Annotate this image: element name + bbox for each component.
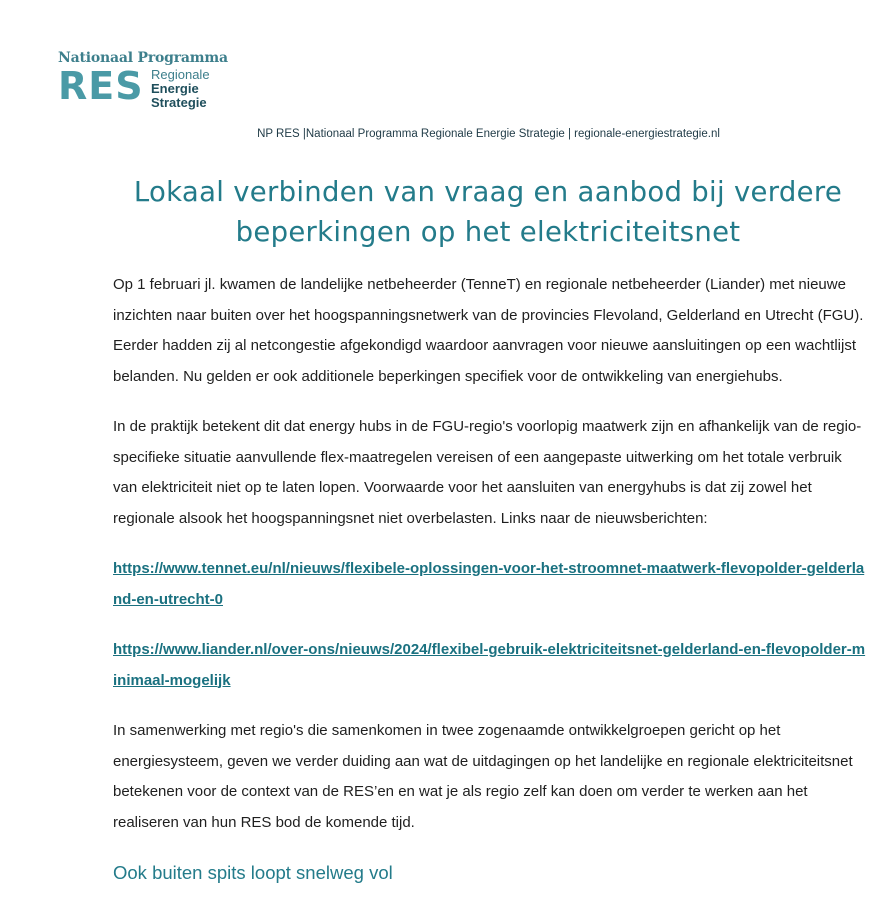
logo-res-letters: RES bbox=[58, 64, 144, 108]
document-header: NP RES |Nationaal Programma Regionale Energie Strategie | regionale-energiestrategie.nl bbox=[257, 128, 720, 140]
logo-word-strategie: Strategie bbox=[151, 95, 207, 110]
link-paragraph-liander bbox=[113, 635, 869, 696]
paragraph-collaboration: In samenwerking met regio's die samenkomen in twee zogenaamde ontwikkelgroepen gericht op het energiesysteem, geven we verder duiding aan wat de uitdagingen op het landelijke en regionale elektriciteitsnet betekenen voor de context van de RES’en en wat je als regio zelf kan doen om verder te werken aan het realiseren van hun RES bod de komende tijd. bbox=[113, 722, 853, 831]
logo-word-energie: Energie bbox=[151, 81, 199, 96]
document-title bbox=[113, 172, 863, 252]
section-heading: Ook buiten spits loopt snelweg vol bbox=[113, 862, 393, 883]
title-line-2: beperkingen op het elektriciteitsnet bbox=[235, 216, 741, 248]
logo-subtitle bbox=[151, 68, 210, 110]
logo-program-name: Nationaal Programma bbox=[58, 50, 228, 66]
document-body bbox=[113, 270, 869, 888]
logo-word-regionale: Regionale bbox=[151, 67, 210, 82]
tennet-news-link[interactable]: https://www.tennet.eu/nl/nieuws/flexibele-oplossingen-voor-het-stroomnet-maatwerk-flevopolder-gelderland-en-utrecht-0 bbox=[113, 560, 865, 608]
paragraph-practice: In de praktijk betekent dit dat energy hubs in de FGU-regio's voorlopig maatwerk zijn en afhankelijk van de regio-specifieke situatie aanvullende flex-maatregelen vereisen of een aangepaste uitwerking om het totale verbruik van elektriciteit niet op te laten lopen. Voorwaarde voor het aansluiten van energyhubs is dat zij zowel het regionale alsook het hoogspanningsnet niet overbelasten. Links naar de nieuwsberichten: bbox=[113, 418, 862, 527]
title-line-1: Lokaal verbinden van vraag en aanbod bij verdere bbox=[133, 176, 843, 208]
res-logo bbox=[58, 50, 228, 112]
liander-news-link[interactable]: https://www.liander.nl/over-ons/nieuws/2024/flexibel-gebruik-elektriciteitsnet-gelderland-en-flevopolder-minimaal-mogelijk bbox=[113, 641, 866, 689]
link-paragraph-tennet bbox=[113, 554, 869, 615]
paragraph-intro: Op 1 februari jl. kwamen de landelijke netbeheerder (TenneT) en regionale netbeheerder (Liander) met nieuwe inzichten naar buiten over het hoogspanningsnetwerk van de provincies Flevoland, Gelderland en Utrecht (FGU). Eerder hadden zij al netcongestie afgekondigd waardoor aanvragen voor nieuwe aansluitingen op een wachtlijst belanden. Nu gelden er ook additionele beperkingen specifiek voor de ontwikkeling van energiehubs. bbox=[113, 276, 864, 385]
